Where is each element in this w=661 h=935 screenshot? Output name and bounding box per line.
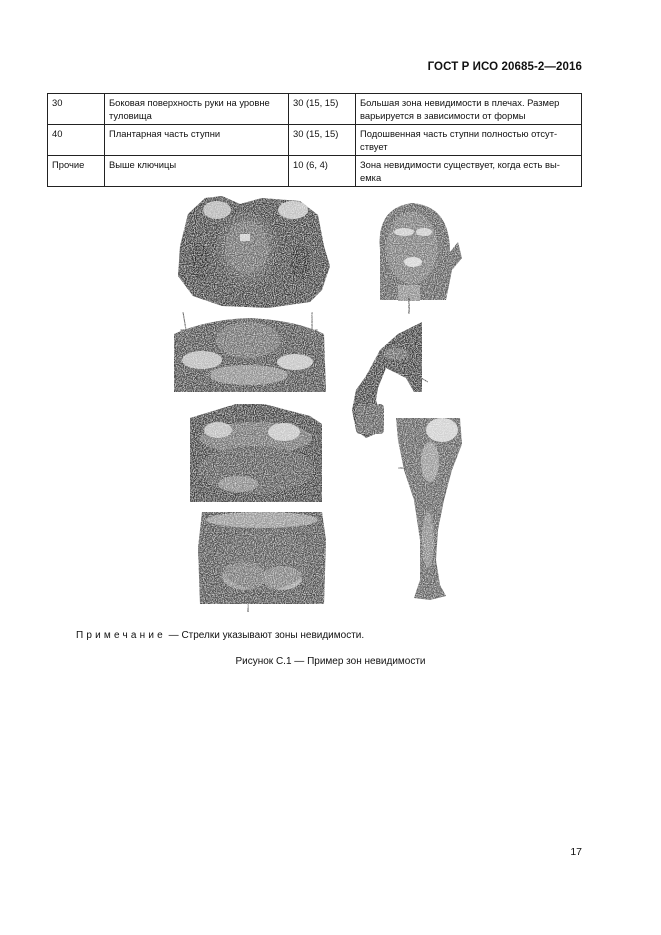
table-row (48, 125, 582, 156)
head-scan (362, 201, 464, 314)
note-label: Примечание (76, 630, 166, 641)
chest-scan (190, 404, 322, 502)
table-cell-zone: 30 (48, 94, 105, 125)
document-header: ГОСТ Р ИСО 20685-2—2016 (427, 61, 582, 73)
table-row (48, 156, 582, 187)
table-cell-comment: Подошвенная часть ступни полностью отсутствует (356, 125, 582, 156)
table-cell-zone: 40 (48, 125, 105, 156)
table-cell-comment: Большая зона невидимости в плечах. Размер варьируется в зависимости от формы (356, 94, 582, 125)
note-text: — Стрелки указывают зоны невидимости. (165, 630, 365, 641)
table-cell-value: 10 (6, 4) (289, 156, 356, 187)
page-number: 17 (570, 846, 582, 858)
hips-scan (198, 512, 326, 612)
table-cell-location: Боковая поверхность руки на уровне туловища (105, 94, 289, 125)
figure-caption: Рисунок С.1 — Пример зон невидимости (235, 656, 426, 667)
zones-table (47, 93, 582, 187)
table-cell-location: Плантарная часть ступни (105, 125, 289, 156)
top-view-scan (178, 196, 330, 308)
table-cell-value: 30 (15, 15) (289, 94, 356, 125)
table-row (48, 94, 582, 125)
table-cell-value: 30 (15, 15) (289, 125, 356, 156)
table-cell-comment: Зона невидимости существует, когда есть выемка (356, 156, 582, 187)
arm-scan (352, 322, 428, 438)
table-cell-zone: Прочие (48, 156, 105, 187)
shoulders-scan (174, 312, 326, 392)
table-cell-location: Выше ключицы (105, 156, 289, 187)
figure-note (76, 630, 364, 641)
leg-scan (396, 418, 462, 600)
